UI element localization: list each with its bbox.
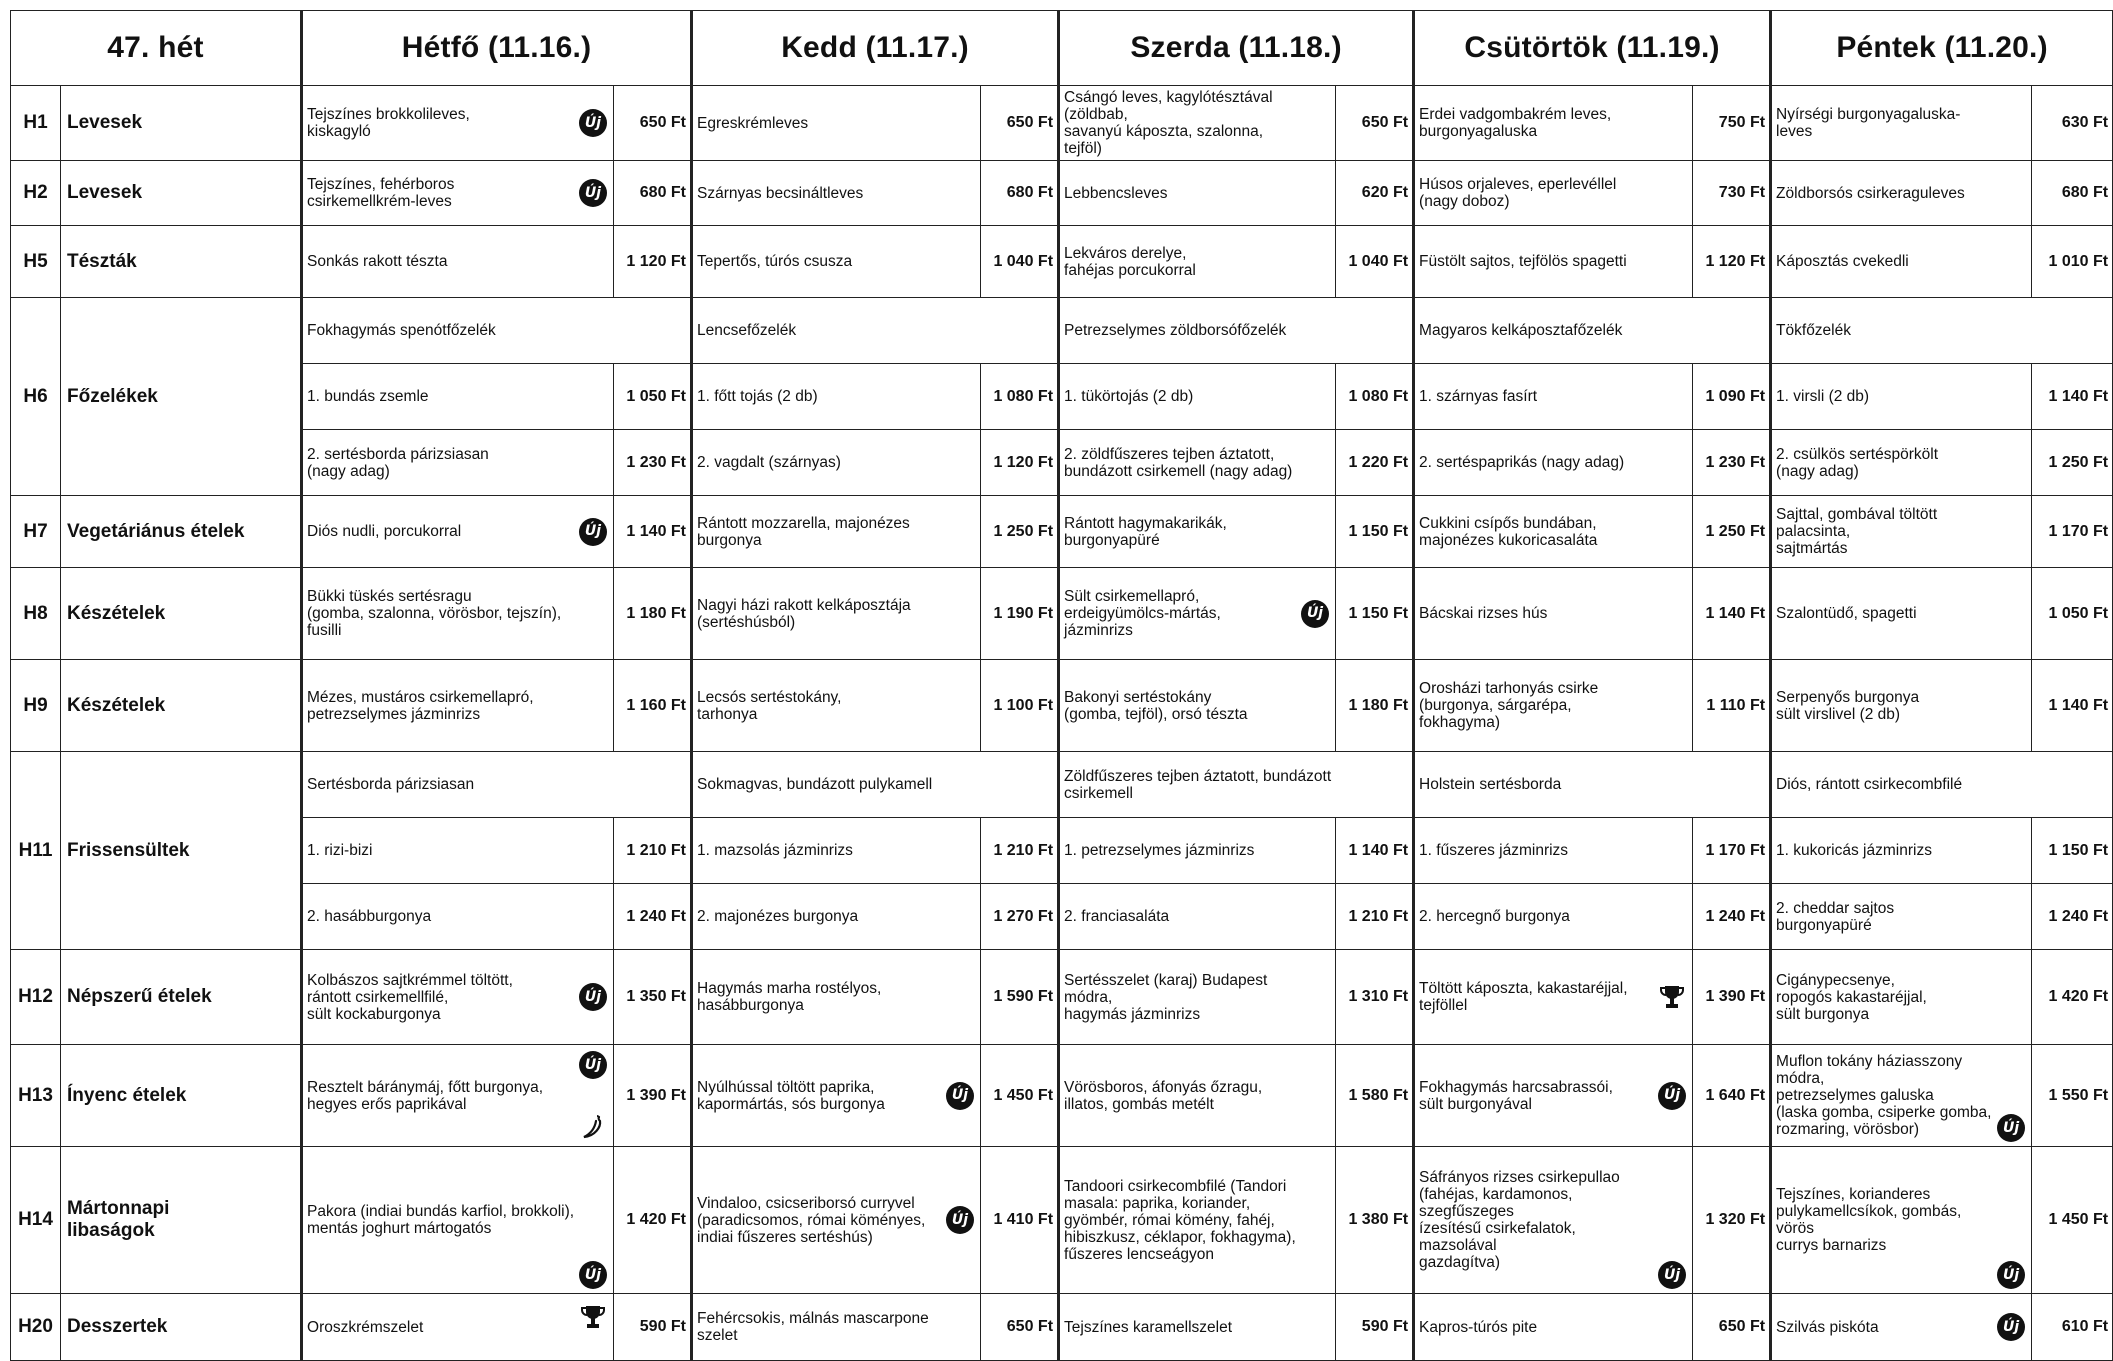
uj-new-icon: Új [579, 983, 607, 1011]
dish-name: Cigánypecsenye, ropogós kakastaréjjal, sült burgonya [1776, 971, 1927, 1023]
price-monday: 1 180 Ft [614, 568, 692, 660]
dish-name: Fehércsokis, málnás mascarpone szelet [697, 1310, 929, 1344]
row-code: H14 [11, 1147, 61, 1294]
price-monday: 1 140 Ft [614, 496, 692, 568]
uj-new-icon: Új [1997, 1114, 2025, 1142]
price-wednesday: 1 580 Ft [1336, 1045, 1414, 1147]
dish-name: Rántott hagymakarikák, burgonyapüré [1064, 514, 1227, 549]
price-monday: 1 420 Ft [614, 1147, 692, 1294]
dish-name: Tejszínes, korianderes pulykamellcsíkok, gombás, vörös currys barnarizs [1776, 1186, 1962, 1254]
dish-thursday [1414, 430, 1693, 496]
price-friday: 1 050 Ft [2032, 568, 2113, 660]
price-thursday: 1 250 Ft [1693, 496, 1771, 568]
dish-name: 1. főtt tojás (2 db) [697, 388, 818, 405]
dish-friday [1771, 950, 2032, 1045]
row-code: H7 [11, 496, 61, 568]
dish-name: Serpenyős burgonya sült virslivel (2 db) [1776, 688, 1920, 723]
dish-name: Hagymás marha rostélyos, hasábburgonya [697, 980, 882, 1014]
dish-monday [302, 496, 614, 568]
price-monday: 1 120 Ft [614, 226, 692, 298]
dish-name: Tejszínes karamellszelet [1064, 1318, 1233, 1336]
dish-tuesday [692, 496, 981, 568]
dish-name: Vörösboros, áfonyás őzragu, illatos, gombás metélt [1064, 1078, 1263, 1113]
dish-name: Szárnyas becsináltleves [697, 184, 864, 202]
price-tuesday: 1 410 Ft [981, 1147, 1059, 1294]
row-code: H2 [11, 161, 61, 226]
dish-name: Oroszkrémszelet [307, 1318, 424, 1336]
dish-friday [1771, 1147, 2032, 1294]
category-name: Készételek [61, 568, 302, 660]
trophy-icon [1660, 984, 1684, 1010]
price-tuesday: 1 190 Ft [981, 568, 1059, 660]
price-friday: 630 Ft [2032, 86, 2113, 161]
price-wednesday: 1 140 Ft [1336, 818, 1414, 884]
price-friday: 1 140 Ft [2032, 364, 2113, 430]
dish-name: 2. vagdalt (szárnyas) [697, 454, 841, 471]
dish-name: 2. franciasaláta [1064, 908, 1170, 925]
row-code: H20 [11, 1294, 61, 1361]
dish-name: Fokhagymás harcsabrassói, sült burgonyával [1419, 1078, 1613, 1113]
price-wednesday: 1 040 Ft [1336, 226, 1414, 298]
menu-row-h2 [11, 161, 2113, 226]
dish-thursday [1414, 568, 1693, 660]
weekly-menu-table [10, 10, 2113, 1361]
uj-new-icon: Új [579, 518, 607, 546]
dish-name: Káposztás cvekedli [1776, 253, 1909, 270]
dish-tuesday [692, 1045, 981, 1147]
row-code: H6 [11, 298, 61, 496]
dish-name: Tandoori csirkecombfilé (Tandori masala: paprika, koriander, gyömbér, római kömény, fahéj, hibiszkusz, céklapor, fokhagyma), fűszeres lencseágyon [1064, 1177, 1296, 1263]
menu-row-h9 [11, 660, 2113, 752]
dish-friday [1771, 1294, 2032, 1361]
dish-tuesday [692, 1147, 981, 1294]
dish-monday [302, 1294, 614, 1361]
price-wednesday: 590 Ft [1336, 1294, 1414, 1361]
dish-name: 2. hasábburgonya [307, 908, 432, 925]
uj-new-icon: Új [579, 109, 607, 137]
dish-friday [1771, 496, 2032, 568]
dish-tuesday [692, 884, 981, 950]
header-row [11, 11, 2113, 86]
dish-wednesday [1059, 660, 1336, 752]
menu-row-h12 [11, 950, 2113, 1045]
price-wednesday: 1 080 Ft [1336, 364, 1414, 430]
price-wednesday: 1 150 Ft [1336, 496, 1414, 568]
category-name: Tészták [61, 226, 302, 298]
dish-name: 2. zöldfűszeres tejben áztatott, bundázott csirkemell (nagy adag) [1064, 445, 1293, 480]
day-header-wednesday: Szerda (11.18.) [1059, 11, 1414, 86]
category-name: Ínyenc ételek [61, 1045, 302, 1147]
dish-monday [302, 226, 614, 298]
base-dish-thursday: Holstein sertésborda [1414, 752, 1771, 818]
dish-name: Diós nudli, porcukorral [307, 523, 462, 540]
uj-new-icon: Új [1997, 1313, 2025, 1341]
uj-new-icon: Új [579, 179, 607, 207]
dish-friday [1771, 430, 2032, 496]
uj-new-icon: Új [1997, 1261, 2025, 1289]
price-thursday: 1 140 Ft [1693, 568, 1771, 660]
dish-name: Vindaloo, csicseriborsó curryvel (paradicsomos, római köményes, indiai fűszeres sertéshús) [697, 1194, 926, 1246]
week-label: 47. hét [11, 11, 302, 86]
price-friday: 1 150 Ft [2032, 818, 2113, 884]
base-dish-tuesday: Lencsefőzelék [692, 298, 1059, 364]
row-code: H12 [11, 950, 61, 1045]
dish-friday [1771, 1045, 2032, 1147]
dish-name: Nagyi házi rakott kelkáposztája (sertéshúsból) [697, 596, 911, 631]
price-thursday: 1 320 Ft [1693, 1147, 1771, 1294]
day-header-tuesday: Kedd (11.17.) [692, 11, 1059, 86]
dish-name: Zöldborsós csirkeraguleves [1776, 184, 1965, 202]
menu-row-h6-o2 [11, 430, 2113, 496]
row-code: H8 [11, 568, 61, 660]
menu-row-h6-o1 [11, 364, 2113, 430]
price-monday: 1 240 Ft [614, 884, 692, 950]
price-wednesday: 1 310 Ft [1336, 950, 1414, 1045]
dish-monday [302, 430, 614, 496]
category-name: Desszertek [61, 1294, 302, 1361]
base-dish-wednesday: Zöldfűszeres tejben áztatott, bundázott csirkemell [1059, 752, 1414, 818]
dish-tuesday [692, 950, 981, 1045]
dish-wednesday [1059, 950, 1336, 1045]
price-wednesday: 620 Ft [1336, 161, 1414, 226]
dish-monday [302, 950, 614, 1045]
menu-row-h14 [11, 1147, 2113, 1294]
dish-thursday [1414, 884, 1693, 950]
dish-friday [1771, 660, 2032, 752]
dish-monday [302, 1147, 614, 1294]
dish-friday [1771, 568, 2032, 660]
price-tuesday: 1 120 Ft [981, 430, 1059, 496]
chili-pepper-icon [581, 1114, 605, 1140]
menu-row-h1 [11, 86, 2113, 161]
price-friday: 1 010 Ft [2032, 226, 2113, 298]
dish-wednesday [1059, 86, 1336, 161]
row-code: H13 [11, 1045, 61, 1147]
dish-name: Tepertős, túrós csusza [697, 253, 853, 270]
day-header-thursday: Csütörtök (11.19.) [1414, 11, 1771, 86]
dish-wednesday [1059, 884, 1336, 950]
dish-thursday [1414, 161, 1693, 226]
dish-monday [302, 86, 614, 161]
dish-name: Bácskai rizses hús [1419, 605, 1548, 622]
price-monday: 1 160 Ft [614, 660, 692, 752]
dish-name: Lekváros derelye, fahéjas porcukorral [1064, 244, 1196, 279]
dish-thursday [1414, 950, 1693, 1045]
category-name: Vegetáriánus ételek [61, 496, 302, 568]
dish-tuesday [692, 430, 981, 496]
dish-wednesday [1059, 226, 1336, 298]
price-thursday: 1 170 Ft [1693, 818, 1771, 884]
dish-friday [1771, 86, 2032, 161]
price-monday: 1 390 Ft [614, 1045, 692, 1147]
price-friday: 1 170 Ft [2032, 496, 2113, 568]
dish-thursday [1414, 86, 1693, 161]
dish-name: Sertésszelet (karaj) Budapest módra, hagymás jázminrizs [1064, 971, 1268, 1023]
dish-name: Egreskrémleves [697, 114, 809, 132]
dish-monday [302, 364, 614, 430]
dish-name: Húsos orjaleves, eperlevéllel (nagy doboz) [1419, 176, 1617, 210]
price-tuesday: 1 270 Ft [981, 884, 1059, 950]
dish-wednesday [1059, 161, 1336, 226]
menu-row-h11-o2 [11, 884, 2113, 950]
dish-name: Sült csirkemellapró, erdeigyümölcs-mártás, jázminrizs [1064, 588, 1221, 639]
dish-thursday [1414, 1294, 1693, 1361]
price-thursday: 1 240 Ft [1693, 884, 1771, 950]
price-monday: 680 Ft [614, 161, 692, 226]
base-dish-tuesday: Sokmagvas, bundázott pulykamell [692, 752, 1059, 818]
uj-new-icon: Új [579, 1051, 607, 1079]
category-name: Mártonnapi libaságok [61, 1147, 302, 1294]
category-name: Főzelékek [61, 298, 302, 496]
dish-name: Szalontüdő, spagetti [1776, 605, 1917, 622]
price-thursday: 1 640 Ft [1693, 1045, 1771, 1147]
row-code: H1 [11, 86, 61, 161]
price-thursday: 650 Ft [1693, 1294, 1771, 1361]
dish-name: Resztelt báránymáj, főtt burgonya, hegyes erős paprikával [307, 1078, 544, 1113]
dish-tuesday [692, 818, 981, 884]
dish-monday [302, 660, 614, 752]
price-wednesday: 1 210 Ft [1336, 884, 1414, 950]
price-tuesday: 1 450 Ft [981, 1045, 1059, 1147]
price-tuesday: 680 Ft [981, 161, 1059, 226]
dish-wednesday [1059, 1045, 1336, 1147]
price-friday: 1 420 Ft [2032, 950, 2113, 1045]
row-code: H9 [11, 660, 61, 752]
menu-row-h11-o1 [11, 818, 2113, 884]
price-monday: 590 Ft [614, 1294, 692, 1361]
base-dish-friday: Diós, rántott csirkecombfilé [1771, 752, 2113, 818]
dish-name: Sáfrányos rizses csirkepullao (fahéjas, kardamonos, szegfűszeges ízesítésű csirkefalatok, mazsolával gazdagítva) [1419, 1169, 1620, 1271]
dish-name: Mézes, mustáros csirkemellapró, petrezselymes jázminrizs [307, 688, 534, 723]
dish-tuesday [692, 86, 981, 161]
price-wednesday: 1 150 Ft [1336, 568, 1414, 660]
dish-wednesday [1059, 568, 1336, 660]
dish-name: 1. bundás zsemle [307, 388, 429, 405]
dish-thursday [1414, 660, 1693, 752]
dish-name: 1. mazsolás jázminrizs [697, 842, 853, 859]
dish-thursday [1414, 364, 1693, 430]
dish-wednesday [1059, 818, 1336, 884]
dish-name: Bükki tüskés sertésragu (gomba, szalonna, vörösbor, tejszín), fusilli [307, 588, 562, 639]
row-code: H11 [11, 752, 61, 950]
base-dish-wednesday: Petrezselymes zöldborsófőzelék [1059, 298, 1414, 364]
dish-tuesday [692, 226, 981, 298]
price-monday: 1 350 Ft [614, 950, 692, 1045]
price-thursday: 730 Ft [1693, 161, 1771, 226]
dish-wednesday [1059, 430, 1336, 496]
dish-thursday [1414, 818, 1693, 884]
dish-wednesday [1059, 1147, 1336, 1294]
price-friday: 680 Ft [2032, 161, 2113, 226]
dish-name: 2. csülkös sertéspörkölt (nagy adag) [1776, 445, 1939, 480]
dish-monday [302, 1045, 614, 1147]
base-dish-monday: Sertésborda párizsiasan [302, 752, 692, 818]
dish-name: Lebbencsleves [1064, 184, 1168, 202]
price-friday: 1 550 Ft [2032, 1045, 2113, 1147]
category-name: Levesek [61, 161, 302, 226]
dish-name: Csángó leves, kagylótésztával (zöldbab, savanyú káposzta, szalonna, tejföl) [1064, 89, 1273, 157]
price-friday: 1 240 Ft [2032, 884, 2113, 950]
price-thursday: 1 120 Ft [1693, 226, 1771, 298]
uj-new-icon: Új [946, 1206, 974, 1234]
price-monday: 1 230 Ft [614, 430, 692, 496]
dish-name: 1. rizi-bizi [307, 842, 373, 859]
uj-new-icon: Új [1658, 1082, 1686, 1110]
price-thursday: 750 Ft [1693, 86, 1771, 161]
dish-friday [1771, 226, 2032, 298]
dish-name: 2. cheddar sajtos burgonyapüré [1776, 899, 1895, 934]
menu-row-h13 [11, 1045, 2113, 1147]
uj-new-icon: Új [579, 1261, 607, 1289]
dish-friday [1771, 161, 2032, 226]
price-monday: 1 050 Ft [614, 364, 692, 430]
dish-tuesday [692, 364, 981, 430]
day-header-friday: Péntek (11.20.) [1771, 11, 2113, 86]
price-tuesday: 1 100 Ft [981, 660, 1059, 752]
dish-name: Kapros-túrós pite [1419, 1318, 1538, 1336]
dish-name: Töltött káposzta, kakastaréjjal, tejföllel [1419, 980, 1628, 1014]
dish-name: 2. majonézes burgonya [697, 908, 859, 925]
row-code: H5 [11, 226, 61, 298]
dish-name: Füstölt sajtos, tejfölös spagetti [1419, 253, 1627, 270]
dish-tuesday [692, 568, 981, 660]
dish-friday [1771, 884, 2032, 950]
price-thursday: 1 090 Ft [1693, 364, 1771, 430]
dish-name: Szilvás piskóta [1776, 1318, 1879, 1336]
dish-wednesday [1059, 1294, 1336, 1361]
dish-tuesday [692, 1294, 981, 1361]
dish-thursday [1414, 1147, 1693, 1294]
dish-monday [302, 161, 614, 226]
dish-name: Sonkás rakott tészta [307, 253, 448, 270]
price-monday: 1 210 Ft [614, 818, 692, 884]
dish-tuesday [692, 161, 981, 226]
menu-row-h20 [11, 1294, 2113, 1361]
dish-name: Tejszínes brokkolileves, kiskagyló [307, 106, 470, 140]
price-friday: 1 450 Ft [2032, 1147, 2113, 1294]
dish-wednesday [1059, 364, 1336, 430]
menu-row-h8 [11, 568, 2113, 660]
dish-friday [1771, 364, 2032, 430]
dish-thursday [1414, 496, 1693, 568]
dish-name: Cukkini csípős bundában, majonézes kukoricasaláta [1419, 514, 1598, 549]
dish-name: Bakonyi sertéstokány (gomba, tejföl), orsó tészta [1064, 688, 1248, 723]
uj-new-icon: Új [1658, 1261, 1686, 1289]
price-thursday: 1 390 Ft [1693, 950, 1771, 1045]
dish-thursday [1414, 226, 1693, 298]
price-monday: 650 Ft [614, 86, 692, 161]
price-wednesday: 1 380 Ft [1336, 1147, 1414, 1294]
price-tuesday: 1 210 Ft [981, 818, 1059, 884]
uj-new-icon: Új [1301, 600, 1329, 628]
base-dish-friday: Tökfőzelék [1771, 298, 2113, 364]
menu-row-h7 [11, 496, 2113, 568]
category-name: Frissensültek [61, 752, 302, 950]
dish-thursday [1414, 1045, 1693, 1147]
category-name: Népszerű ételek [61, 950, 302, 1045]
dish-name: 1. tükörtojás (2 db) [1064, 388, 1194, 405]
dish-name: Pakora (indiai bundás karfiol, brokkoli), mentás joghurt mártogatós [307, 1203, 575, 1237]
dish-name: Muflon tokány háziasszony módra, petrezselymes galuska (laska gomba, csiperke gomba, rozmaring, vörösbor) [1776, 1053, 1992, 1138]
dish-name: 2. sertésborda párizsiasan (nagy adag) [307, 445, 489, 480]
price-friday: 1 140 Ft [2032, 660, 2113, 752]
dish-name: 2. sertéspaprikás (nagy adag) [1419, 454, 1625, 471]
menu-row-h6-heads [11, 298, 2113, 364]
menu-row-h5 [11, 226, 2113, 298]
price-tuesday: 1 590 Ft [981, 950, 1059, 1045]
price-tuesday: 650 Ft [981, 86, 1059, 161]
uj-new-icon: Új [946, 1082, 974, 1110]
dish-name: Sajttal, gombával töltött palacsinta, sajtmártás [1776, 506, 1938, 557]
dish-name: Kolbászos sajtkrémmel töltött, rántott csirkemellfilé, sült kockaburgonya [307, 971, 513, 1023]
dish-name: 1. szárnyas fasírt [1419, 388, 1538, 405]
price-friday: 1 250 Ft [2032, 430, 2113, 496]
day-header-monday: Hétfő (11.16.) [302, 11, 692, 86]
price-tuesday: 1 040 Ft [981, 226, 1059, 298]
base-dish-monday: Fokhagymás spenótfőzelék [302, 298, 692, 364]
dish-name: 1. kukoricás jázminrizs [1776, 842, 1932, 859]
price-wednesday: 1 220 Ft [1336, 430, 1414, 496]
price-thursday: 1 230 Ft [1693, 430, 1771, 496]
dish-monday [302, 884, 614, 950]
dish-tuesday [692, 660, 981, 752]
price-tuesday: 1 080 Ft [981, 364, 1059, 430]
dish-friday [1771, 818, 2032, 884]
price-wednesday: 650 Ft [1336, 86, 1414, 161]
dish-name: Lecsós sertéstokány, tarhonya [697, 688, 842, 723]
dish-name: Tejszínes, fehérboros csirkemellkrém-leves [307, 176, 455, 210]
category-name: Levesek [61, 86, 302, 161]
dish-monday [302, 818, 614, 884]
dish-name: 1. virsli (2 db) [1776, 388, 1870, 405]
dish-name: 1. petrezselymes jázminrizs [1064, 842, 1255, 859]
price-friday: 610 Ft [2032, 1294, 2113, 1361]
category-name: Készételek [61, 660, 302, 752]
dish-name: 1. fűszeres jázminrizs [1419, 842, 1569, 859]
menu-row-h11-heads [11, 752, 2113, 818]
price-thursday: 1 110 Ft [1693, 660, 1771, 752]
dish-name: Orosházi tarhonyás csirke (burgonya, sárgarépa, fokhagyma) [1419, 680, 1599, 731]
trophy-icon [581, 1304, 605, 1330]
dish-name: 2. hercegnő burgonya [1419, 908, 1570, 925]
dish-name: Nyírségi burgonyagaluska-leves [1776, 106, 1961, 140]
dish-wednesday [1059, 496, 1336, 568]
price-wednesday: 1 180 Ft [1336, 660, 1414, 752]
dish-name: Nyúlhússal töltött paprika, kapormártás, sós burgonya [697, 1078, 885, 1113]
base-dish-thursday: Magyaros kelkáposztafőzelék [1414, 298, 1771, 364]
dish-name: Rántott mozzarella, majonézes burgonya [697, 514, 910, 549]
price-tuesday: 1 250 Ft [981, 496, 1059, 568]
dish-monday [302, 568, 614, 660]
dish-name: Erdei vadgombakrém leves, burgonyagaluska [1419, 106, 1612, 140]
price-tuesday: 650 Ft [981, 1294, 1059, 1361]
